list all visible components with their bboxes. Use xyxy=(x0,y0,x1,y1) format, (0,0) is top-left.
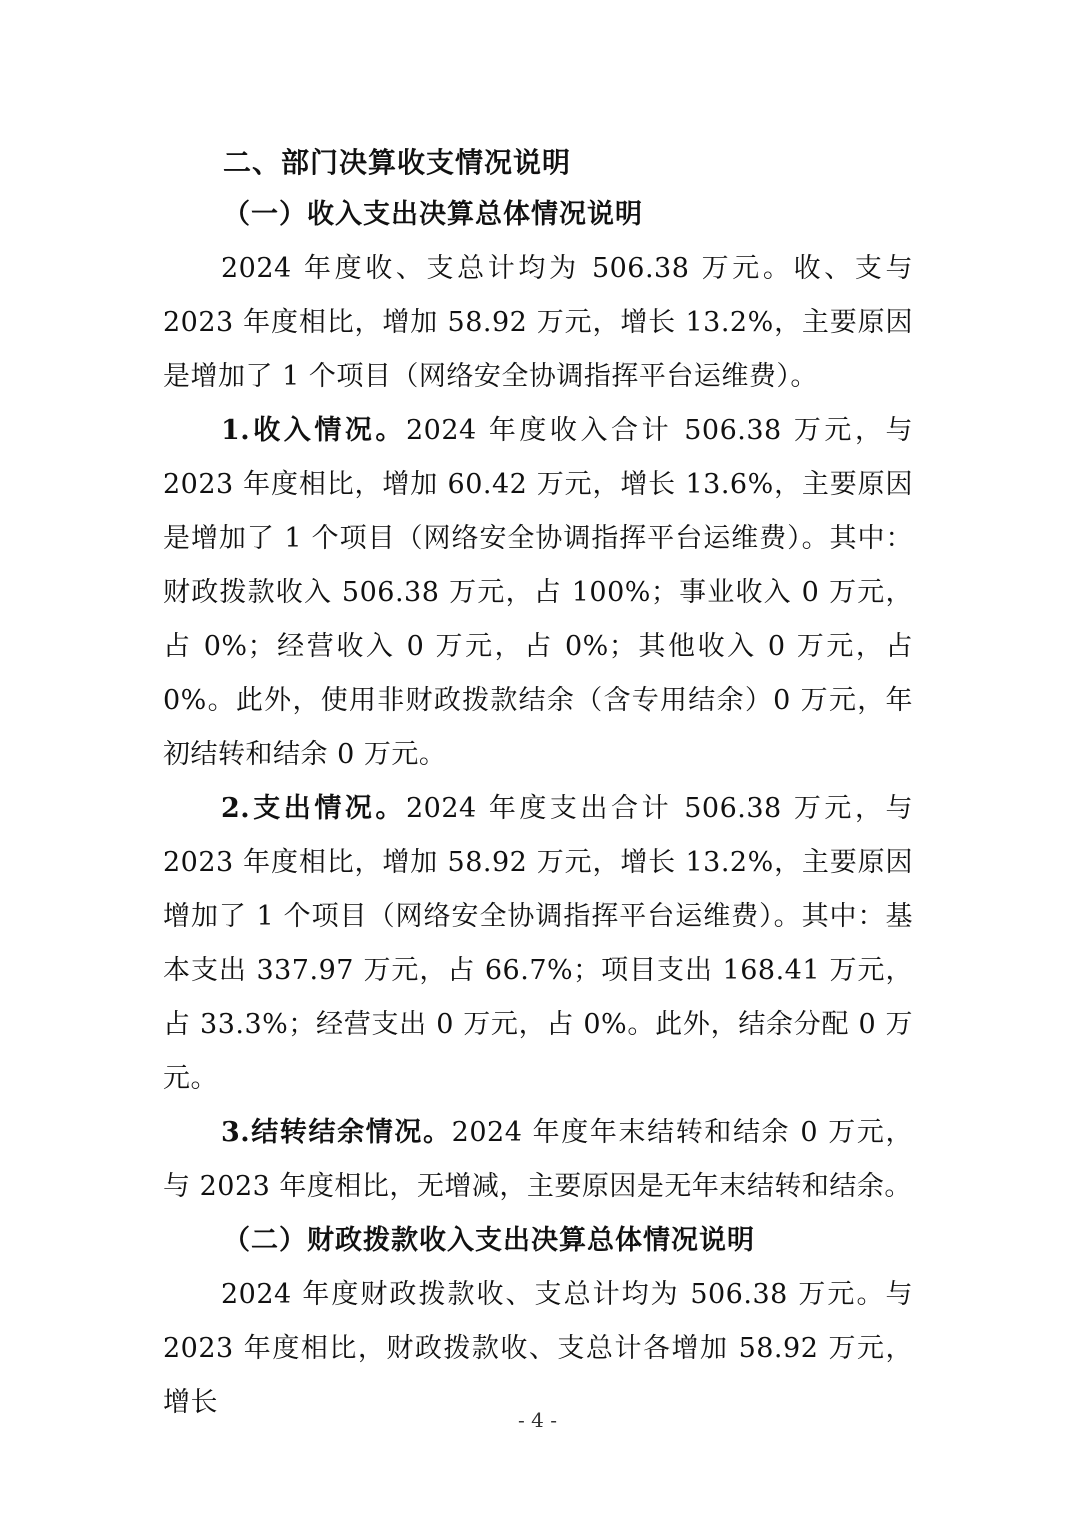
section-title: 二、部门决算收支情况说明 xyxy=(223,146,572,179)
balance-paragraph xyxy=(163,1106,913,1214)
balance-text: 2024 年度年末结转和结余 0 万元，与 2023 年度相比，无增减，主要原因是无年末结转和结余。 xyxy=(163,1117,914,1202)
page-number: - 4 - xyxy=(518,1408,557,1432)
income-label: 1.收入情况。 xyxy=(221,415,406,446)
expense-text: 2024 年度支出合计 506.38 万元，与 2023 年度相比，增加 58.92 万元，增长 13.2%，主要原因增加了 1 个项目（网络安全协调指挥平台运维费）。其中：基本支出 337.97 万元，占 66.7%；项目支出 168.41 万元，占 33.3%；经营支出 0 万元，占 0%。此外，结余分配 0 万元。 xyxy=(163,793,914,1094)
income-text: 2024 年度收入合计 506.38 万元，与 2023 年度相比，增加 60.42 万元，增长 13.6%，主要原因是增加了 1 个项目（网络安全协调指挥平台运维费）。其中：财政拨款收入 506.38 万元，占 100%；事业收入 0 万元，占 0%；经营收入 0 万元，占 0%；其他收入 0 万元，占 0%。此外，使用非财政拨款结余（含专用结余）0 万元，年初结转和结余 0 万元。 xyxy=(163,415,914,770)
income-paragraph xyxy=(163,404,913,782)
expense-label: 2.支出情况。 xyxy=(221,793,406,824)
balance-label: 3.结转结余情况。 xyxy=(221,1117,452,1148)
subsection-title-2: （二）财政拨款收入支出决算总体情况说明 xyxy=(223,1225,755,1256)
overview-paragraph: 2024 年度收、支总计均为 506.38 万元。收、支与 2023 年度相比，增加 58.92 万元，增长 13.2%，主要原因是增加了 1 个项目（网络安全协调指挥平台运维费）。 xyxy=(163,253,913,392)
expense-paragraph xyxy=(163,782,913,1106)
page-content xyxy=(163,138,913,1430)
subsection-title-1: （一）收入支出决算总体情况说明 xyxy=(223,199,643,230)
fiscal-overview-paragraph: 2024 年度财政拨款收、支总计均为 506.38 万元。与 2023 年度相比，财政拨款收、支总计各增加 58.92 万元，增长 xyxy=(163,1279,913,1418)
